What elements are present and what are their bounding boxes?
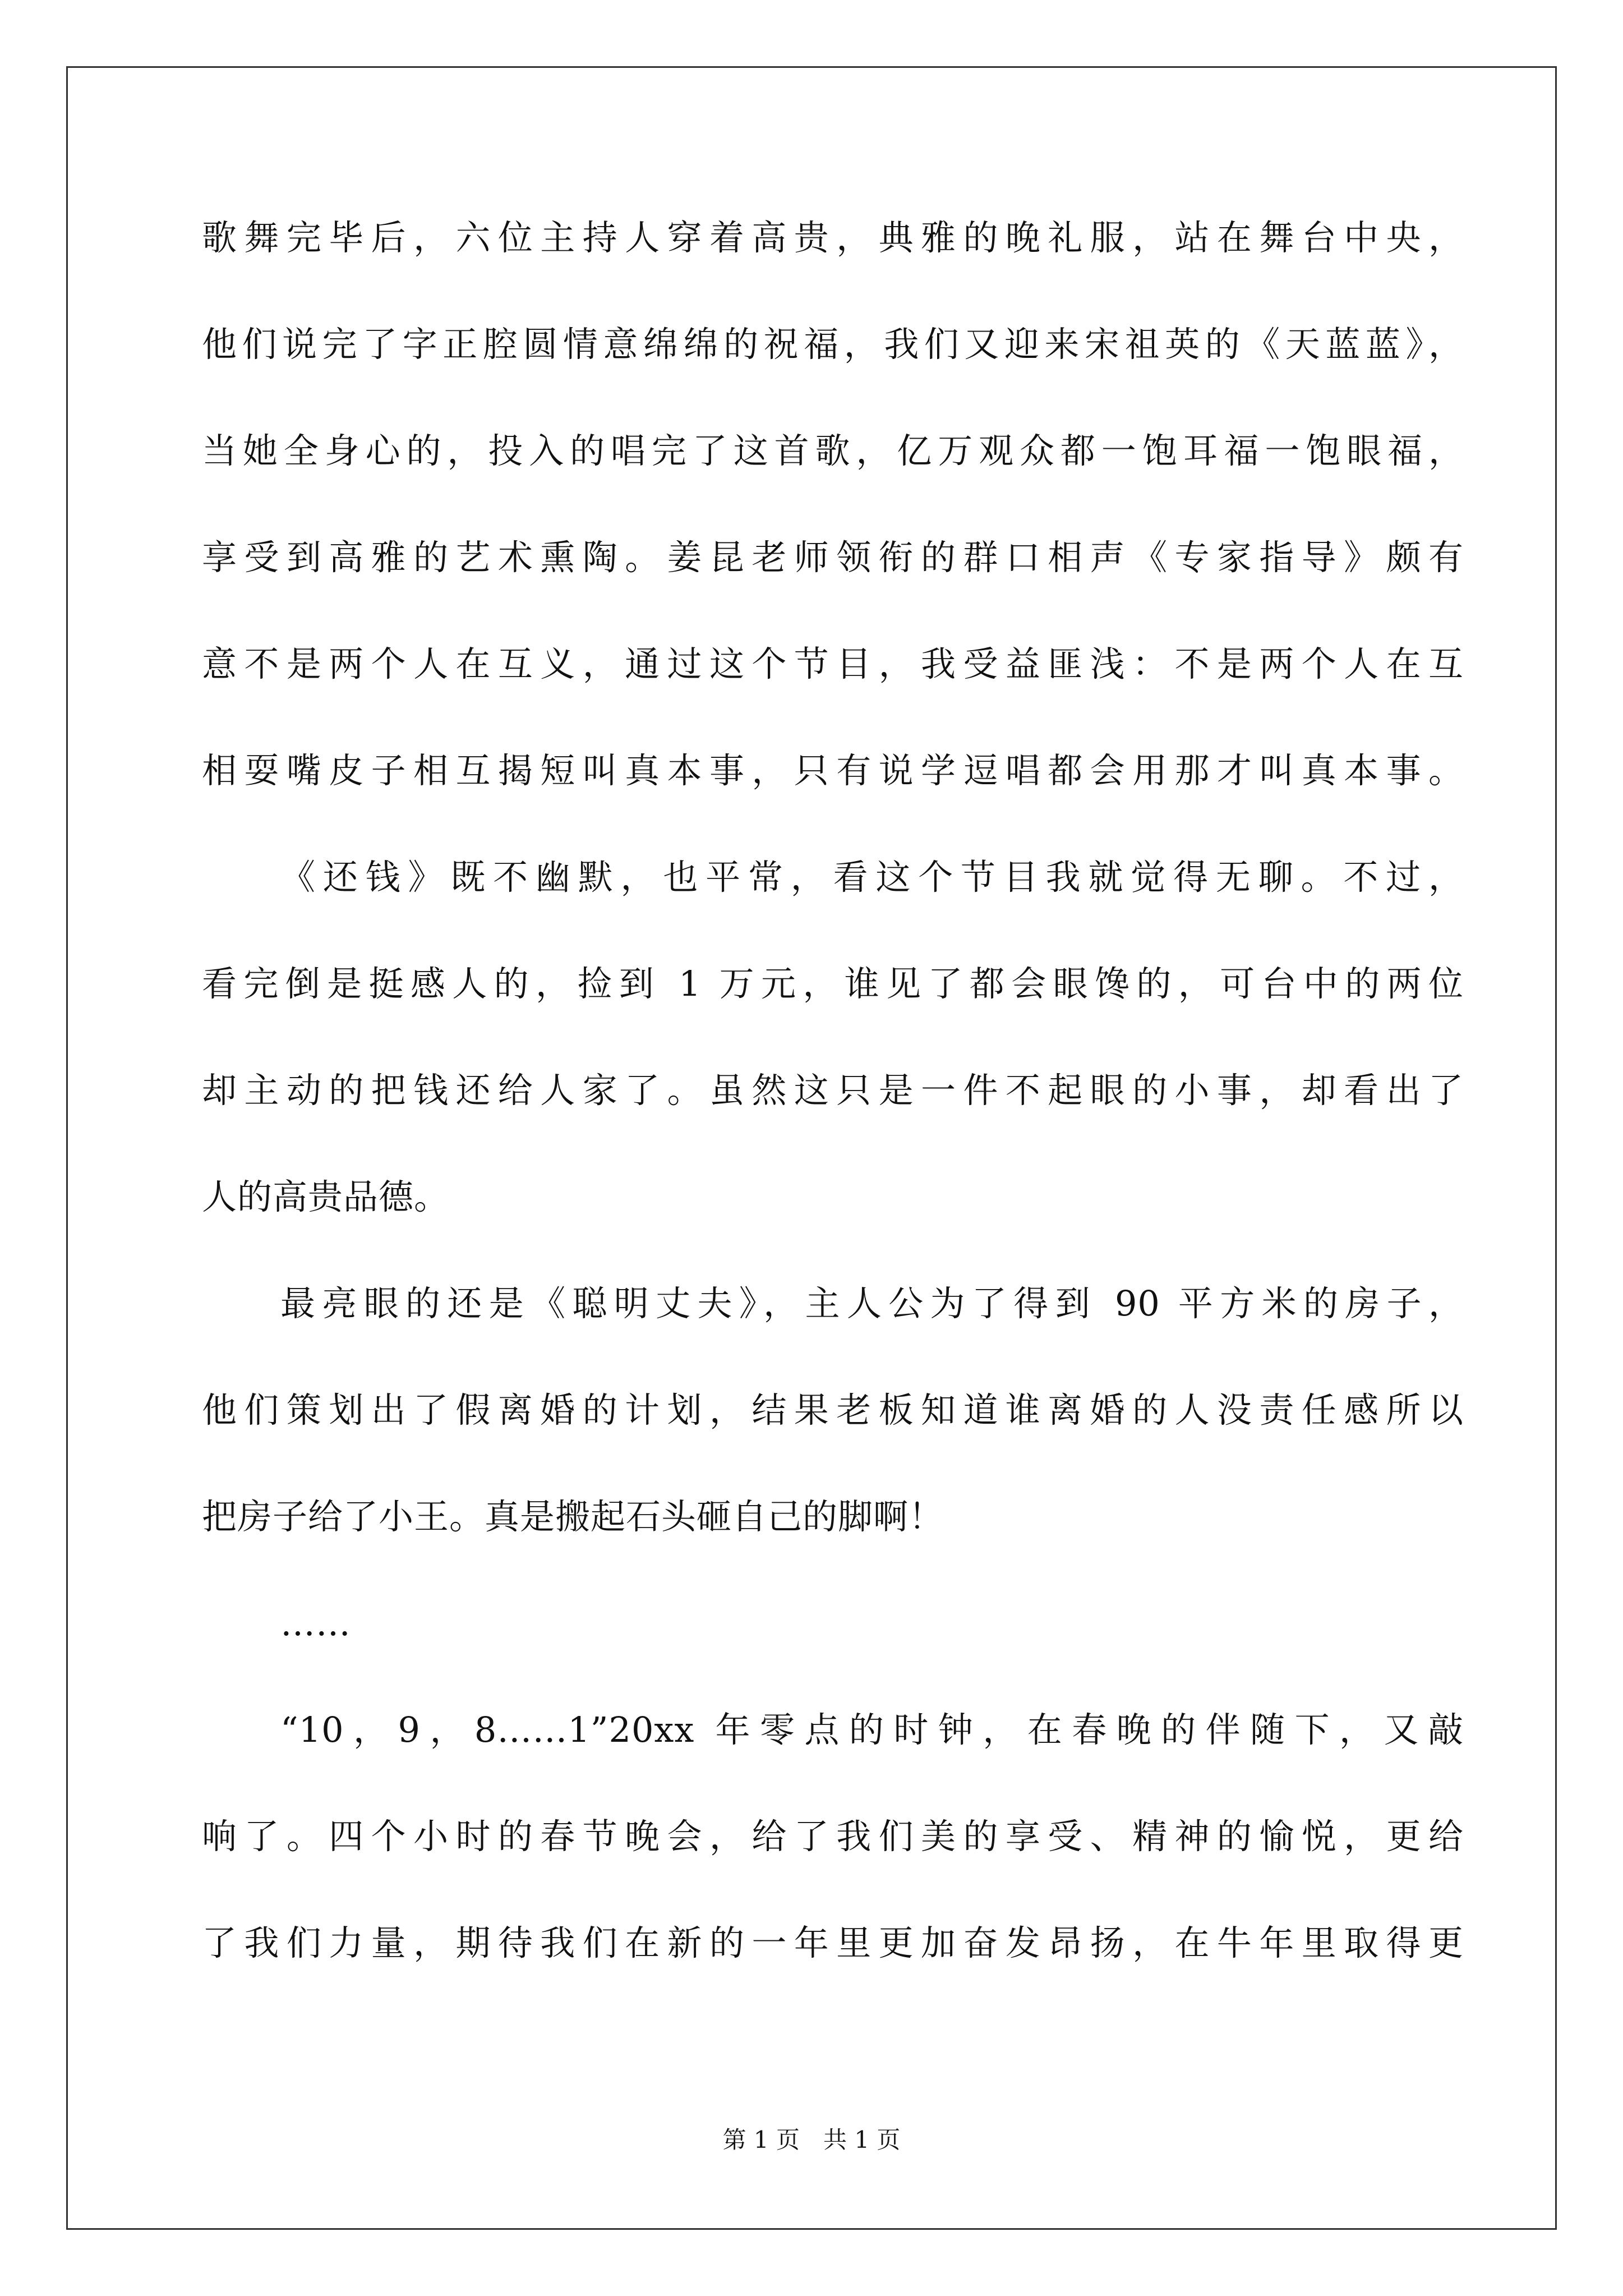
text-line: 相耍嘴皮子相互揭短叫真本事，只有说学逗唱都会用那才叫真本事。: [202, 750, 1464, 791]
text-line: 歌舞完毕后，六位主持人穿着高贵，典雅的晚礼服，站在舞台中央，: [202, 217, 1464, 258]
text-line: 《还钱》既不幽默，也平常，看这个节目我就觉得无聊。不过，: [280, 857, 1464, 898]
text-line: 当她全身心的，投入的唱完了这首歌，亿万观众都一饱耳福一饱眼福，: [202, 430, 1464, 471]
page-border: [66, 66, 1557, 2230]
text-line: ……: [280, 1603, 351, 1644]
text-line: 把房子给了小王。真是搬起石头砸自己的脚啊！: [202, 1496, 944, 1537]
page-number-footer: 第 1 页 共 1 页: [722, 2126, 901, 2154]
text-line: 最亮眼的还是《聪明丈夫》，主人公为了得到 90 平方米的房子，: [280, 1283, 1464, 1324]
text-line: 享受到高雅的艺术熏陶。姜昆老师领衔的群口相声《专家指导》颇有: [202, 537, 1464, 578]
text-line: 人的高贵品德。: [202, 1176, 450, 1217]
text-line: 却主动的把钱还给人家了。虽然这只是一件不起眼的小事，却看出了: [202, 1070, 1464, 1111]
text-line: 看完倒是挺感人的，捡到 1 万元，谁见了都会眼馋的，可台中的两位: [202, 963, 1464, 1004]
text-line: 意不是两个人在互义，通过这个节目，我受益匪浅：不是两个人在互: [202, 643, 1464, 684]
text-line: 了我们力量，期待我们在新的一年里更加奋发昂扬，在牛年里取得更: [202, 1922, 1464, 1963]
text-line: 他们策划出了假离婚的计划，结果老板知道谁离婚的人没责任感所以: [202, 1389, 1464, 1430]
text-line: 他们说完了字正腔圆情意绵绵的祝福，我们又迎来宋祖英的《天蓝蓝》，: [202, 324, 1464, 365]
text-line: 响了。四个小时的春节晚会，给了我们美的享受、精神的愉悦，更给: [202, 1816, 1464, 1857]
text-line: “10，9，8……1”20xx 年零点的时钟，在春晚的伴随下，又敲: [280, 1709, 1464, 1750]
